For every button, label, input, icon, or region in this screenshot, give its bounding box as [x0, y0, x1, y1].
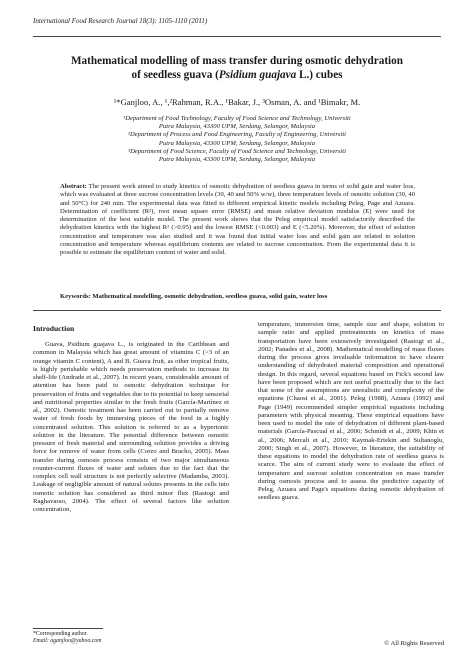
right-column — [258, 321, 444, 503]
keywords: Keywords: Mathematical modelling, osmotic dehydration, seedless guava, solid gain, water loss — [60, 293, 328, 300]
affiliation-line: ²Department of Process and Food Engineering, Faculty of Engineering, Universiti — [127, 131, 346, 139]
corresponding-author-note: *Corresponding author. — [33, 631, 88, 637]
paper-title — [33, 55, 441, 82]
affiliation-line: ³Department of Food Science, Faculty of Food Science and Technology, Universiti — [128, 147, 346, 155]
header-rule — [33, 36, 441, 37]
affiliation-line: ¹Department of Food Technology, Faculty of Food Science and Technology, Universiti — [123, 115, 351, 122]
title-line-2: of seedless guava (Psidium guajava L.) cubes — [131, 68, 343, 81]
copyright-notice: © All Rights Reserved — [384, 640, 444, 647]
keywords-rule — [33, 310, 441, 311]
section-heading-introduction: Introduction — [33, 324, 75, 333]
footnote — [33, 631, 101, 645]
author-email: Email: aganjloo@yahoo.com — [33, 638, 102, 645]
abstract-label: Abstract: — [60, 183, 87, 190]
affiliation-line: Putra Malaysia, 43300 UPM, Serdang, Selangor, Malaysia — [158, 123, 316, 131]
author-list: ¹*Ganjloo, A., ¹,²Rahman, R.A., ¹Bakar, J., ³Osman, A. and ¹Bimakr, M. — [113, 97, 361, 107]
journal-header: International Food Research Journal 18(3): 1105-1110 (2011) — [33, 17, 208, 25]
abstract-text: The present work aimed to study kinetics of osmotic dehydration of seedless guava in terms of solid gain and water loss, which was evaluated at three sucrose concentration levels (30, 40 and 50% w/w), three temperature levels of osmotic solution (30, 40 and 50°C) for 240 min. The experimental data was fitted to different empirical kinetic models including Peleg, Page and Azuara. Determination of coefficient (R²), root mean square error (RMSE) and mean relative deviation modulus (E) were used for determination of the best suitable model. The present work shows that the Peleg empirical model satisfactorily described the dehydration kinetics with the highest R² (>0.95) and the lowest RMSE (<0.003) and E (<5.20%). Moreover, the effect of solution concentration and temperature was also studied and it was found that initial water loss and solid gain are related to solution concentration and temperature whereas equilibrium contents are related to sucrose concentration. From the experimental data it is possible to estimate the equilibrium content of water and solid. — [60, 183, 415, 257]
title-line-1: Mathematical modelling of mass transfer during osmotic dehydration — [71, 55, 403, 67]
footnote-rule — [33, 628, 103, 629]
body-paragraph: temperature, immersion time, sample size and shape, solution to sample ratio and applied pretreatments on kinetics of mass transportation have been extensively investigated (Rastogi et al., 2002; Panades et al., 2008). Mathematical modelling of mass fluxes during the process gives invaluable information to have clearer understanding of dehydrated material composition and operational design. In this regard, several equations based on Fick's second law have been proposed which are not useful practically due to the fact that some of the assumptions are unrealistic and complexity of the equations (Chaosi et al., 2001). Peleg (1988), Azuara (1992) and Page (1949) recommended simpler empirical equations including parameters with physical meaning. These empirical equations have been used to model the rate of dehydration of different plant-based materials (García-Pascual et al., 2006; Schmidt et al., 2009; Khin et al., 2006; Mercali et al., 2010; Kaymak-Ertekin and Sultanoglu, 2000; Singh et al., 2007). However, in literature, the suitability of these equations to model the dehydration rate of seedless guava is scarce. The aim of current study were to evaluate the effect of temperature and sucrose solution concentration on mass transfer during osmosis process and to assess the predictive capacity of Peleg, Azuara and Page's equations during osmotic dehydration of seedless guava. — [258, 321, 444, 502]
affiliation-line: Putra Malaysia, 43300 UPM, Serdang, Selangor, Malaysia — [158, 139, 316, 147]
body-paragraph: Guava, Psidium guajava L., is originated in the Caribbean and common in Malaysia which has great amount of vitamins C (>3 of an orange vitamin C content), A and B. Guava fruit, as other tropical fruits, is highly perishable which needs preservation methods to increase its shelf-life (Andrade et al., 2007). In recent years, considerable amount of attention has been paid to osmotic dehydration technique for preservation of fruits and vegetables due to its potential to keep sensorial and nutritional properties similar to the fresh fruits (García-Martínez et al., 2002). Osmotic treatment has been carried out to partially remove water of fresh foods by immersing pieces of the food in a highly concentrated solution. This solution is referred to as a hypertonic solution in the literature. The potential difference between osmotic pressure of fresh material and surrounding solution provides a driving force for remove of water from cells (Corzo and Bracho, 2005). Mass transfer during osmosis process consists of two major simultaneous counter-current fluxes of water and solutes due to the fact that the complex cell wall structure is not perfectly selective (Madamba, 2003). Leakage of negligible amount of natural solutes presents in the cells into osmotic solution has considered as third minor flux (Rastogi and Raghavarao, 2004). The effect of several factors like solution concentration, — [33, 341, 229, 513]
left-column — [33, 341, 229, 514]
affiliation-line: Putra Malaysia, 43300 UPM, Serdang, Selangor, Malaysia — [158, 156, 316, 164]
affiliations — [33, 115, 441, 164]
abstract — [60, 183, 415, 258]
